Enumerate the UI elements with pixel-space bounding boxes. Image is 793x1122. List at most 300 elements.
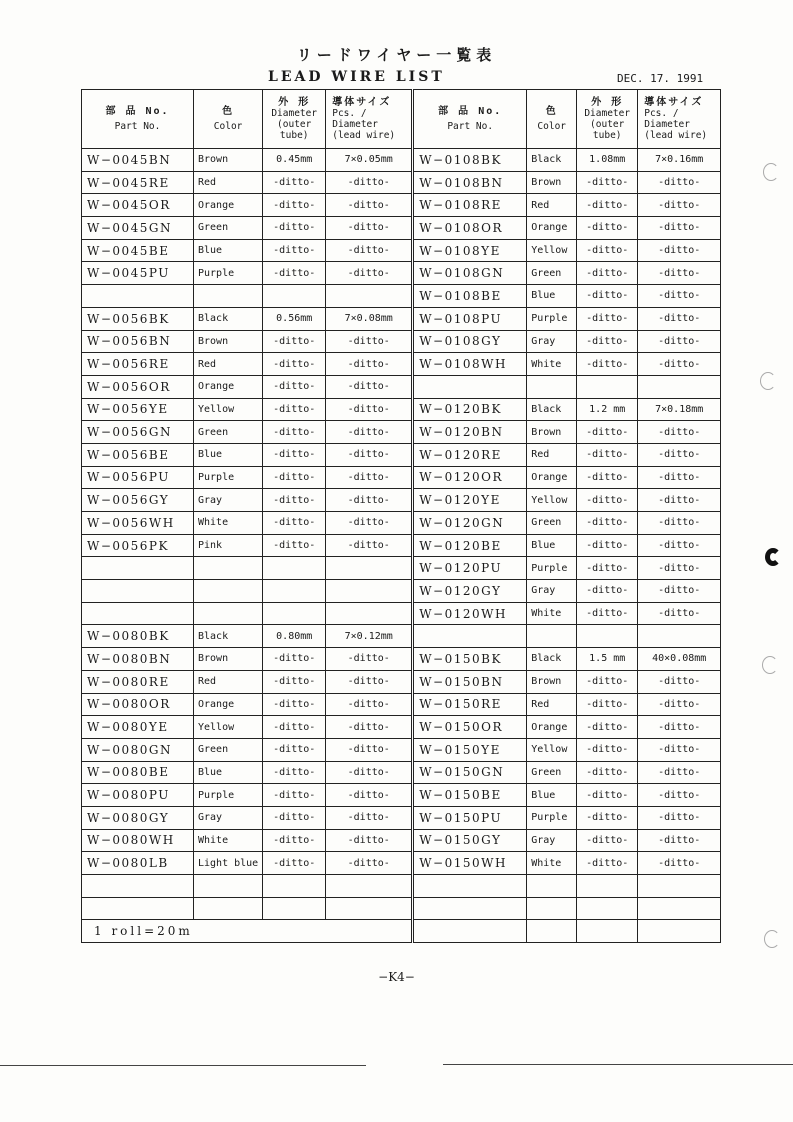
- color-cell: Black: [527, 398, 577, 421]
- part-number-cell: W−0056PU: [82, 466, 194, 489]
- color-cell: Gray: [527, 330, 577, 353]
- color-cell: Green: [527, 262, 577, 285]
- wire-size-cell: -ditto-: [326, 443, 413, 466]
- color-cell: Blue: [527, 784, 577, 807]
- part-number-cell: W−0056BE: [82, 443, 194, 466]
- color-cell: Orange: [194, 375, 263, 398]
- wire-size-cell: -ditto-: [326, 512, 413, 535]
- color-cell: Green: [194, 738, 263, 761]
- lead-wire-table-container: [81, 89, 721, 943]
- diameter-cell: -ditto-: [263, 648, 326, 671]
- part-number-cell: W−0108WH: [413, 353, 527, 376]
- part-number-cell: [82, 557, 194, 580]
- color-cell: Green: [194, 421, 263, 444]
- color-cell: Red: [194, 353, 263, 376]
- diameter-cell: -ditto-: [263, 738, 326, 761]
- diameter-cell: -ditto-: [577, 852, 638, 875]
- diameter-cell: -ditto-: [577, 534, 638, 557]
- part-number-cell: [413, 375, 527, 398]
- table-row: [82, 761, 721, 784]
- wire-size-cell: -ditto-: [326, 353, 413, 376]
- part-number-cell: W−0080BE: [82, 761, 194, 784]
- part-number-cell: W−0056RE: [82, 353, 194, 376]
- color-cell: Red: [527, 443, 577, 466]
- diameter-cell: -ditto-: [577, 217, 638, 240]
- wire-size-cell: -ditto-: [326, 852, 413, 875]
- diameter-cell: [577, 875, 638, 898]
- diameter-cell: -ditto-: [577, 239, 638, 262]
- diameter-cell: -ditto-: [577, 262, 638, 285]
- wire-size-cell: -ditto-: [638, 829, 721, 852]
- wire-size-cell: -ditto-: [326, 398, 413, 421]
- color-cell: Brown: [194, 648, 263, 671]
- diameter-cell: -ditto-: [577, 580, 638, 603]
- diameter-cell: -ditto-: [263, 716, 326, 739]
- color-cell: Blue: [527, 534, 577, 557]
- wire-size-cell: -ditto-: [326, 375, 413, 398]
- diameter-cell: -ditto-: [577, 829, 638, 852]
- color-cell: Orange: [527, 217, 577, 240]
- binder-hole-mark: [764, 930, 780, 948]
- part-number-cell: W−0108BN: [413, 171, 527, 194]
- wire-size-cell: 7×0.16mm: [638, 149, 721, 172]
- wire-size-cell: -ditto-: [326, 829, 413, 852]
- table-row: [82, 648, 721, 671]
- table-row: [82, 353, 721, 376]
- part-number-cell: [82, 285, 194, 308]
- diameter-cell: -ditto-: [263, 443, 326, 466]
- part-number-cell: W−0150OR: [413, 716, 527, 739]
- wire-size-cell: [326, 557, 413, 580]
- diameter-cell: -ditto-: [577, 330, 638, 353]
- diameter-cell: -ditto-: [263, 194, 326, 217]
- wire-size-cell: -ditto-: [638, 353, 721, 376]
- wire-size-cell: -ditto-: [638, 761, 721, 784]
- wire-size-cell: -ditto-: [326, 761, 413, 784]
- part-number-cell: W−0108BE: [413, 285, 527, 308]
- part-number-cell: W−0150BK: [413, 648, 527, 671]
- wire-size-cell: 40×0.08mm: [638, 648, 721, 671]
- diameter-cell: -ditto-: [263, 330, 326, 353]
- part-number-cell: W−0045GN: [82, 217, 194, 240]
- bottom-rule-right: [443, 1064, 793, 1065]
- part-number-cell: W−0150YE: [413, 738, 527, 761]
- part-number-cell: W−0150GY: [413, 829, 527, 852]
- diameter-cell: [577, 897, 638, 920]
- wire-size-cell: -ditto-: [638, 262, 721, 285]
- header-wire-right: 導体サイズ Pcs. / Diameter (lead wire): [638, 90, 721, 149]
- part-number-cell: W−0056GY: [82, 489, 194, 512]
- part-number-cell: W−0080GY: [82, 806, 194, 829]
- diameter-cell: -ditto-: [263, 217, 326, 240]
- header-color-right: 色 Color: [527, 90, 577, 149]
- diameter-cell: -ditto-: [577, 443, 638, 466]
- color-cell: Gray: [527, 829, 577, 852]
- table-row: [82, 829, 721, 852]
- color-cell: Pink: [194, 534, 263, 557]
- part-number-cell: W−0120GY: [413, 580, 527, 603]
- table-row: [82, 602, 721, 625]
- table-row: [82, 262, 721, 285]
- table-row: [82, 217, 721, 240]
- wire-size-cell: [638, 625, 721, 648]
- color-cell: Orange: [527, 716, 577, 739]
- diameter-cell: -ditto-: [577, 194, 638, 217]
- color-cell: Gray: [527, 580, 577, 603]
- part-number-cell: W−0056YE: [82, 398, 194, 421]
- part-number-cell: W−0120WH: [413, 602, 527, 625]
- diameter-cell: -ditto-: [577, 784, 638, 807]
- diameter-cell: 0.80mm: [263, 625, 326, 648]
- wire-size-cell: [326, 875, 413, 898]
- color-cell: Red: [194, 171, 263, 194]
- wire-size-cell: -ditto-: [326, 466, 413, 489]
- color-cell: White: [527, 353, 577, 376]
- wire-size-cell: -ditto-: [326, 693, 413, 716]
- diameter-cell: -ditto-: [263, 784, 326, 807]
- page-title-japanese: リードワイヤー一覧表: [296, 46, 497, 64]
- part-number-cell: [82, 602, 194, 625]
- table-row: [82, 489, 721, 512]
- color-cell: Light blue: [194, 852, 263, 875]
- diameter-cell: -ditto-: [577, 670, 638, 693]
- table-row: [82, 285, 721, 308]
- color-cell: Purple: [527, 307, 577, 330]
- binder-hole-mark: [760, 372, 776, 390]
- diameter-cell: -ditto-: [577, 307, 638, 330]
- diameter-cell: -ditto-: [577, 716, 638, 739]
- diameter-cell: -ditto-: [577, 806, 638, 829]
- wire-size-cell: -ditto-: [326, 489, 413, 512]
- wire-size-cell: 7×0.05mm: [326, 149, 413, 172]
- wire-size-cell: -ditto-: [638, 421, 721, 444]
- diameter-cell: [263, 557, 326, 580]
- part-number-cell: W−0045OR: [82, 194, 194, 217]
- color-cell: Purple: [527, 557, 577, 580]
- table-row: [82, 443, 721, 466]
- color-cell: Black: [527, 648, 577, 671]
- part-number-cell: [413, 897, 527, 920]
- roll-length-note: 1 roll=20m: [82, 920, 413, 943]
- part-number-cell: W−0120BK: [413, 398, 527, 421]
- diameter-cell: -ditto-: [263, 375, 326, 398]
- table-row: [82, 375, 721, 398]
- color-cell: [194, 875, 263, 898]
- wire-size-cell: -ditto-: [638, 443, 721, 466]
- wire-size-cell: -ditto-: [326, 670, 413, 693]
- part-number-cell: W−0108BK: [413, 149, 527, 172]
- wire-size-cell: -ditto-: [326, 738, 413, 761]
- part-number-cell: W−0108YE: [413, 239, 527, 262]
- part-number-cell: W−0080GN: [82, 738, 194, 761]
- wire-size-cell: -ditto-: [638, 716, 721, 739]
- diameter-cell: -ditto-: [577, 602, 638, 625]
- color-cell: Red: [194, 670, 263, 693]
- table-row: [82, 897, 721, 920]
- diameter-cell: [263, 602, 326, 625]
- part-number-cell: W−0150PU: [413, 806, 527, 829]
- part-number-cell: W−0080OR: [82, 693, 194, 716]
- wire-size-cell: -ditto-: [326, 716, 413, 739]
- color-cell: Black: [194, 625, 263, 648]
- table-row: [82, 580, 721, 603]
- table-row: [82, 466, 721, 489]
- color-cell: Gray: [194, 489, 263, 512]
- wire-size-cell: -ditto-: [638, 466, 721, 489]
- diameter-cell: -ditto-: [577, 761, 638, 784]
- color-cell: Purple: [194, 466, 263, 489]
- wire-size-cell: -ditto-: [638, 307, 721, 330]
- wire-size-cell: -ditto-: [638, 784, 721, 807]
- part-number-cell: W−0108GY: [413, 330, 527, 353]
- table-row: [82, 398, 721, 421]
- diameter-cell: -ditto-: [577, 353, 638, 376]
- diameter-cell: -ditto-: [263, 670, 326, 693]
- wire-size-cell: [326, 602, 413, 625]
- wire-size-cell: -ditto-: [326, 194, 413, 217]
- table-row: [82, 784, 721, 807]
- part-number-cell: W−0080BN: [82, 648, 194, 671]
- wire-size-cell: -ditto-: [326, 806, 413, 829]
- color-cell: Brown: [527, 421, 577, 444]
- color-cell: Green: [527, 761, 577, 784]
- part-number-cell: W−0080WH: [82, 829, 194, 852]
- wire-size-cell: [326, 897, 413, 920]
- color-cell: Brown: [527, 171, 577, 194]
- diameter-cell: -ditto-: [577, 466, 638, 489]
- color-cell: White: [527, 852, 577, 875]
- table-row: [82, 852, 721, 875]
- part-number-cell: W−0150BE: [413, 784, 527, 807]
- table-row: [82, 625, 721, 648]
- part-number-cell: W−0080PU: [82, 784, 194, 807]
- color-cell: Green: [194, 217, 263, 240]
- lead-wire-table: [81, 89, 721, 943]
- table-row: [82, 512, 721, 535]
- diameter-cell: -ditto-: [577, 512, 638, 535]
- table-body: [82, 149, 721, 920]
- wire-size-cell: -ditto-: [326, 330, 413, 353]
- table-row: [82, 307, 721, 330]
- wire-size-cell: -ditto-: [638, 194, 721, 217]
- part-number-cell: W−0080BK: [82, 625, 194, 648]
- color-cell: Blue: [194, 443, 263, 466]
- table-header-row: [82, 90, 721, 149]
- wire-size-cell: -ditto-: [638, 534, 721, 557]
- table-row: [82, 171, 721, 194]
- header-wire-left: 導体サイズ Pcs. / Diameter (lead wire): [326, 90, 413, 149]
- table-row: [82, 716, 721, 739]
- color-cell: [527, 897, 577, 920]
- diameter-cell: -ditto-: [263, 421, 326, 444]
- color-cell: [194, 602, 263, 625]
- diameter-cell: [577, 625, 638, 648]
- diameter-cell: -ditto-: [577, 171, 638, 194]
- wire-size-cell: -ditto-: [638, 670, 721, 693]
- wire-size-cell: [326, 580, 413, 603]
- wire-size-cell: [326, 285, 413, 308]
- part-number-cell: W−0120RE: [413, 443, 527, 466]
- header-diameter-left: 外 形 Diameter (outer tube): [263, 90, 326, 149]
- color-cell: Red: [527, 693, 577, 716]
- table-row: [82, 738, 721, 761]
- table-row: [82, 806, 721, 829]
- table-row: [82, 149, 721, 172]
- diameter-cell: -ditto-: [263, 693, 326, 716]
- part-number-cell: W−0056PK: [82, 534, 194, 557]
- color-cell: Green: [527, 512, 577, 535]
- color-cell: [194, 285, 263, 308]
- diameter-cell: -ditto-: [577, 557, 638, 580]
- color-cell: Yellow: [527, 239, 577, 262]
- diameter-cell: -ditto-: [577, 738, 638, 761]
- wire-size-cell: -ditto-: [638, 738, 721, 761]
- part-number-cell: [413, 875, 527, 898]
- diameter-cell: -ditto-: [263, 489, 326, 512]
- diameter-cell: -ditto-: [263, 512, 326, 535]
- header-part-right: 部 品 No. Part No.: [413, 90, 527, 149]
- part-number-cell: W−0108PU: [413, 307, 527, 330]
- table-cell: [527, 920, 577, 943]
- binder-hole-mark: [765, 548, 781, 566]
- page-title-english: LEAD WIRE LIST: [268, 69, 445, 85]
- color-cell: Yellow: [194, 716, 263, 739]
- diameter-cell: [263, 897, 326, 920]
- diameter-cell: -ditto-: [577, 489, 638, 512]
- part-number-cell: [82, 875, 194, 898]
- table-row: [82, 330, 721, 353]
- part-number-cell: W−0120YE: [413, 489, 527, 512]
- part-number-cell: W−0056BK: [82, 307, 194, 330]
- color-cell: Brown: [194, 149, 263, 172]
- part-number-cell: W−0120OR: [413, 466, 527, 489]
- color-cell: Brown: [527, 670, 577, 693]
- wire-size-cell: 7×0.12mm: [326, 625, 413, 648]
- diameter-cell: 1.08mm: [577, 149, 638, 172]
- color-cell: Red: [527, 194, 577, 217]
- part-number-cell: W−0150RE: [413, 693, 527, 716]
- table-row: [82, 421, 721, 444]
- table-row: [82, 194, 721, 217]
- wire-size-cell: [638, 875, 721, 898]
- color-cell: Yellow: [527, 738, 577, 761]
- wire-size-cell: -ditto-: [326, 648, 413, 671]
- wire-size-cell: -ditto-: [638, 693, 721, 716]
- part-number-cell: W−0150GN: [413, 761, 527, 784]
- diameter-cell: -ditto-: [263, 761, 326, 784]
- diameter-cell: -ditto-: [263, 852, 326, 875]
- diameter-cell: -ditto-: [577, 285, 638, 308]
- part-number-cell: W−0108GN: [413, 262, 527, 285]
- wire-size-cell: -ditto-: [638, 330, 721, 353]
- wire-size-cell: -ditto-: [638, 580, 721, 603]
- part-number-cell: W−0108RE: [413, 194, 527, 217]
- binder-hole-mark: [762, 656, 778, 674]
- part-number-cell: W−0120BE: [413, 534, 527, 557]
- table-row: [82, 534, 721, 557]
- wire-size-cell: -ditto-: [638, 489, 721, 512]
- color-cell: [194, 897, 263, 920]
- wire-size-cell: -ditto-: [638, 217, 721, 240]
- diameter-cell: -ditto-: [263, 171, 326, 194]
- color-cell: Brown: [194, 330, 263, 353]
- part-number-cell: W−0056GN: [82, 421, 194, 444]
- diameter-cell: 1.5 mm: [577, 648, 638, 671]
- color-cell: Blue: [194, 239, 263, 262]
- part-number-cell: W−0045BN: [82, 149, 194, 172]
- header-diameter-right: 外 形 Diameter (outer tube): [577, 90, 638, 149]
- wire-size-cell: -ditto-: [638, 806, 721, 829]
- wire-size-cell: [638, 375, 721, 398]
- color-cell: White: [194, 512, 263, 535]
- part-number-cell: W−0108OR: [413, 217, 527, 240]
- wire-size-cell: 7×0.08mm: [326, 307, 413, 330]
- diameter-cell: -ditto-: [263, 829, 326, 852]
- color-cell: [194, 580, 263, 603]
- color-cell: Black: [527, 149, 577, 172]
- wire-size-cell: -ditto-: [638, 602, 721, 625]
- color-cell: Yellow: [194, 398, 263, 421]
- wire-size-cell: -ditto-: [638, 557, 721, 580]
- part-number-cell: W−0045RE: [82, 171, 194, 194]
- diameter-cell: [577, 375, 638, 398]
- color-cell: Purple: [194, 262, 263, 285]
- table-row: [82, 239, 721, 262]
- color-cell: [527, 875, 577, 898]
- color-cell: Orange: [194, 194, 263, 217]
- table-row: [82, 670, 721, 693]
- color-cell: Orange: [194, 693, 263, 716]
- part-number-cell: W−0080RE: [82, 670, 194, 693]
- diameter-cell: 1.2 mm: [577, 398, 638, 421]
- table-cell: [638, 920, 721, 943]
- wire-size-cell: -ditto-: [326, 534, 413, 557]
- wire-size-cell: -ditto-: [326, 171, 413, 194]
- color-cell: Purple: [527, 806, 577, 829]
- part-number-cell: W−0056OR: [82, 375, 194, 398]
- wire-size-cell: -ditto-: [638, 852, 721, 875]
- wire-size-cell: 7×0.18mm: [638, 398, 721, 421]
- part-number-cell: W−0045PU: [82, 262, 194, 285]
- wire-size-cell: -ditto-: [326, 217, 413, 240]
- table-row: [82, 693, 721, 716]
- part-number-cell: W−0080LB: [82, 852, 194, 875]
- wire-size-cell: -ditto-: [326, 784, 413, 807]
- part-number-cell: W−0056BN: [82, 330, 194, 353]
- color-cell: White: [527, 602, 577, 625]
- table-row: [82, 875, 721, 898]
- table-cell: [577, 920, 638, 943]
- header-part-left: 部 品 No. Part No.: [82, 90, 194, 149]
- wire-size-cell: -ditto-: [638, 512, 721, 535]
- part-number-cell: W−0120PU: [413, 557, 527, 580]
- part-number-cell: W−0120GN: [413, 512, 527, 535]
- header-color-left: 色 Color: [194, 90, 263, 149]
- part-number-cell: [82, 897, 194, 920]
- diameter-cell: 0.56mm: [263, 307, 326, 330]
- wire-size-cell: -ditto-: [638, 239, 721, 262]
- color-cell: [527, 625, 577, 648]
- color-cell: Purple: [194, 784, 263, 807]
- color-cell: [527, 375, 577, 398]
- part-number-cell: W−0056WH: [82, 512, 194, 535]
- wire-size-cell: [638, 897, 721, 920]
- diameter-cell: -ditto-: [263, 262, 326, 285]
- diameter-cell: [263, 580, 326, 603]
- diameter-cell: -ditto-: [263, 353, 326, 376]
- table-cell: [413, 920, 527, 943]
- wire-size-cell: -ditto-: [326, 239, 413, 262]
